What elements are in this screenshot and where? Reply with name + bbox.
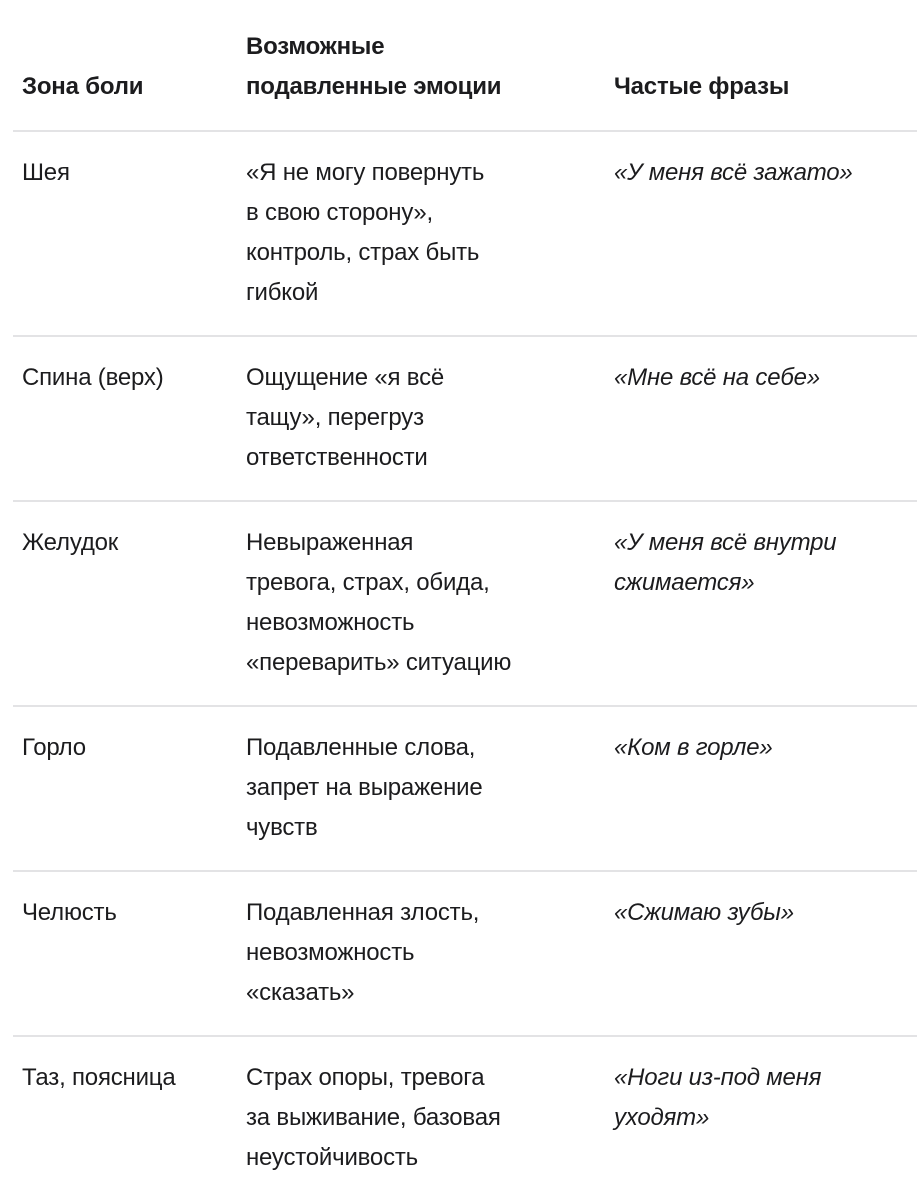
table-row bbox=[13, 1036, 917, 1200]
table-row bbox=[13, 131, 917, 336]
pain-zones-table bbox=[13, 0, 917, 1200]
table-row bbox=[13, 871, 917, 1036]
table-row bbox=[13, 336, 917, 501]
cell-common-phrase: «Сжимаю зубы» bbox=[604, 871, 917, 1036]
cell-common-phrase: «Ком в горле» bbox=[604, 706, 917, 871]
cell-suppressed-emotions: Ощущение «я всё тащу», перегруз ответственности bbox=[236, 336, 604, 501]
cell-pain-zone: Шея bbox=[13, 131, 236, 336]
header-suppressed-emotions: Возможные подавленные эмоции bbox=[236, 0, 604, 131]
cell-common-phrase: «Ноги из-под меня уходят» bbox=[614, 1064, 822, 1131]
table-row bbox=[13, 706, 917, 871]
cell-common-phrase: «Мне всё на себе» bbox=[604, 336, 917, 501]
cell-pain-zone: Таз, поясница bbox=[22, 1064, 176, 1091]
cell-pain-zone: Челюсть bbox=[13, 871, 236, 1036]
table-body bbox=[13, 131, 917, 1200]
cell-suppressed-emotions: Подавленная злость, невозможность «сказать» bbox=[236, 871, 604, 1036]
cell-suppressed-emotions: «Я не могу повернуть в свою сторону», контроль, страх быть гибкой bbox=[236, 131, 604, 336]
cell-suppressed-emotions: Невыраженная тревога, страх, обида, невозможность «переварить» ситуацию bbox=[236, 501, 604, 706]
cell-suppressed-emotions: Страх опоры, тревога за выживание, базовая неустойчивость bbox=[246, 1064, 501, 1171]
cell-common-phrase: «У меня всё внутри сжимается» bbox=[604, 501, 917, 706]
cell-pain-zone: Желудок bbox=[13, 501, 236, 706]
header-common-phrases: Частые фразы bbox=[604, 0, 917, 131]
cell-pain-zone: Горло bbox=[13, 706, 236, 871]
table-header-row bbox=[13, 0, 917, 131]
cell-suppressed-emotions: Подавленные слова, запрет на выражение чувств bbox=[236, 706, 604, 871]
cell-pain-zone: Спина (верх) bbox=[13, 336, 236, 501]
cell-common-phrase: «У меня всё зажато» bbox=[604, 131, 917, 336]
table-row bbox=[13, 501, 917, 706]
header-pain-zone: Зона боли bbox=[13, 0, 236, 131]
